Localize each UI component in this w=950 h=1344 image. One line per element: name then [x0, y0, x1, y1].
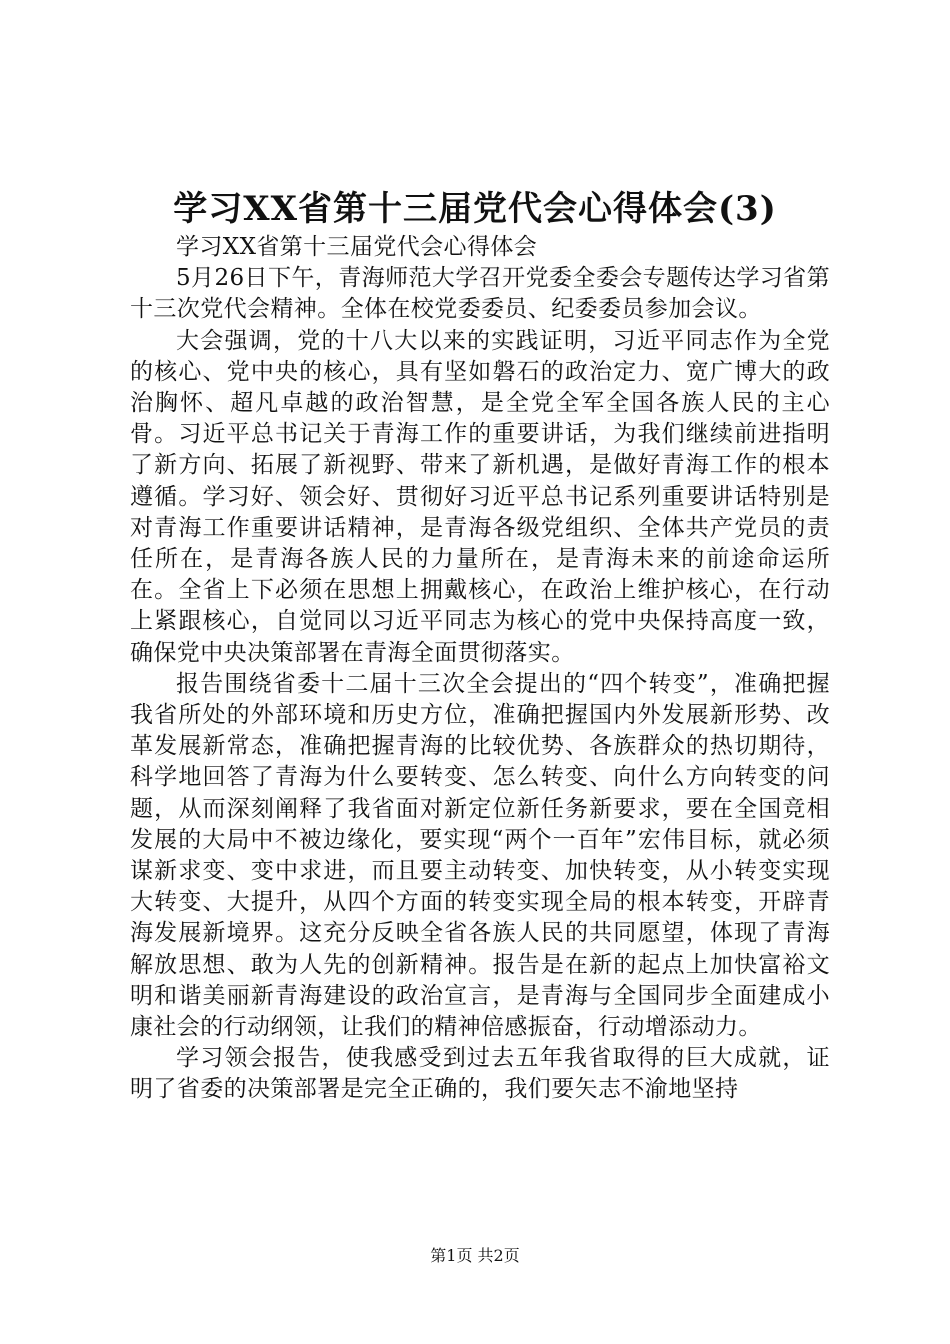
paragraph: 报告围绕省委十二届十三次全会提出的“四个转变”，准确把握我省所处的外部环境和历史方位，准确把握国内外发展新形势、改革发展新常态，准确把握青海的比较优势、各族群众的热切期待，科学地回答了青海为什么要转变、怎么转变、向什么方向转变的问题，从而深刻阐释了我省面对新定位新任务新要求，要在全国竞相发展的大局中不被边缘化，要实现“两个一百年”宏伟目标，就必须谋新求变、变中求进，而且要主动转变、加快转变，从小转变实现大转变、大提升，从四个方面的转变实现全局的根本转变，开辟青海发展新境界。这充分反映全省各族人民的共同愿望，体现了青海解放思想、敢为人先的创新精神。报告是在新的起点上加快富裕文明和谐美丽新青海建设的政治宣言，是青海与全国同步全面建成小康社会的行动纲领，让我们的精神倍感振奋，行动增添动力。 — [130, 670, 830, 1041]
document-title: 学习XX省第十三届党代会心得体会(3) — [173, 189, 777, 229]
paragraph-subtitle: 学习XX省第十三届党代会心得体会 — [176, 234, 538, 260]
paragraph: 5月26日下午，青海师范大学召开党委全委会专题传达学习省第十三次党代会精神。全体在校党委委员、纪委委员参加会议。 — [130, 265, 830, 323]
paragraph: 学习领会报告，使我感受到过去五年我省取得的巨大成就，证明了省委的决策部署是完全正确的，我们要矢志不渝地坚持 — [130, 1045, 830, 1103]
page-footer: 第1页 共2页 — [430, 1246, 520, 1265]
document-body — [130, 232, 830, 1106]
paragraph: 大会强调，党的十八大以来的实践证明，习近平同志作为全党的核心、党中央的核心，具有坚如磐石的政治定力、宽广博大的政治胸怀、超凡卓越的政治智慧，是全党全军全国各族人民的主心骨。习近平总书记关于青海工作的重要讲话，为我们继续前进指明了新方向、拓展了新视野、带来了新机遇，是做好青海工作的根本遵循。学习好、领会好、贯彻好习近平总书记系列重要讲话特别是对青海工作重要讲话精神，是青海各级党组织、全体共产党员的责任所在，是青海各族人民的力量所在，是青海未来的前途命运所在。全省上下必须在思想上拥戴核心，在政治上维护核心，在行动上紧跟核心，自觉同以习近平同志为核心的党中央保持高度一致，确保党中央决策部署在青海全面贯彻落实。 — [130, 327, 830, 666]
